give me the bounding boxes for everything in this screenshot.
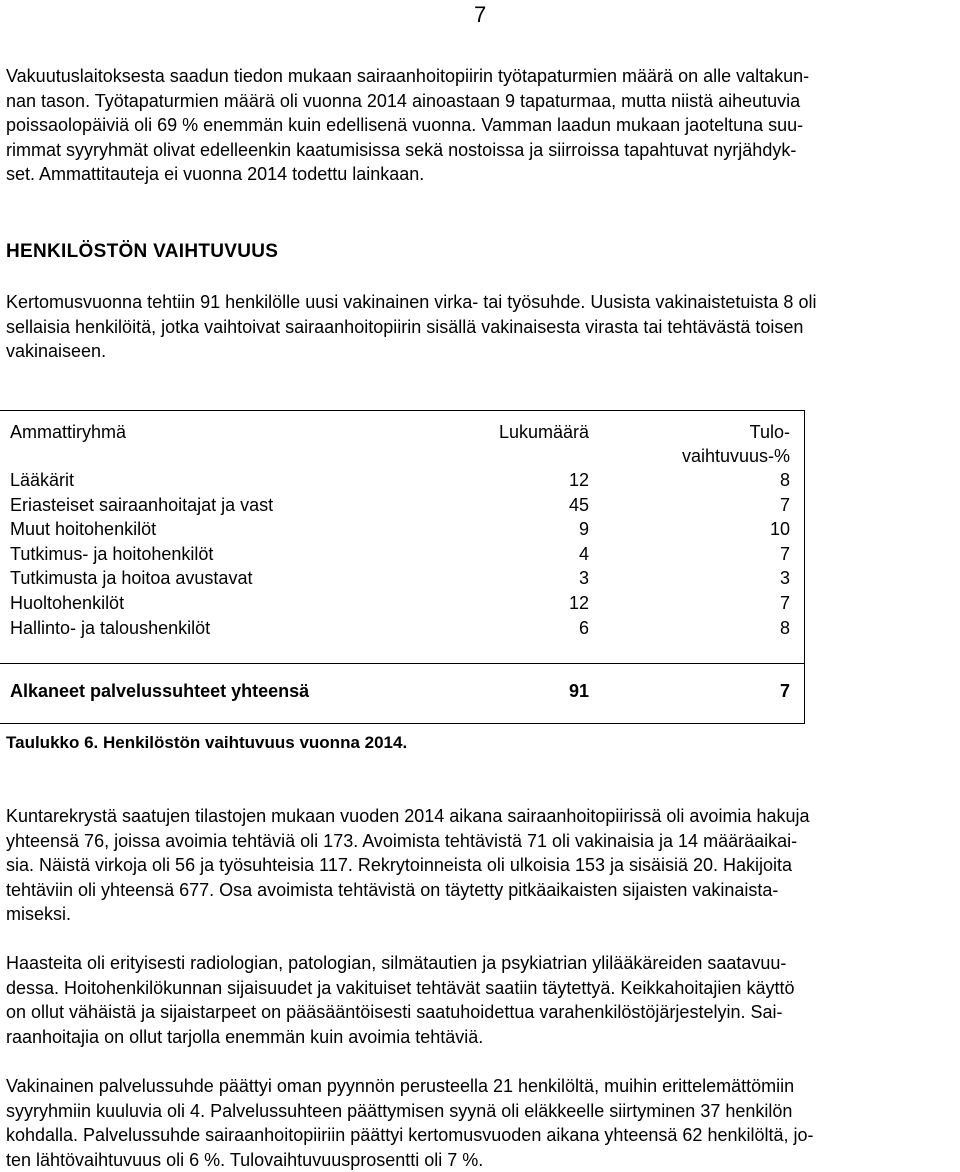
row-count: 12 xyxy=(568,470,589,490)
turnover-paragraph xyxy=(6,1074,956,1172)
total-count: 91 xyxy=(568,681,589,701)
row-pct: 8 xyxy=(779,470,790,490)
section-paragraph xyxy=(6,290,956,364)
text-line: rimmat syyryhmät olivat edelleenkin kaatumisissa sekä nostoissa ja siirroissa tapahtuvat nyrjähdyk- xyxy=(6,139,797,160)
text-line: nan tason. Työtapaturmien määrä oli vuonna 2014 ainoastaan 9 tapaturmaa, mutta niistä aiheutuvia xyxy=(6,90,801,111)
text-line: Vakuutuslaitoksesta saadun tiedon mukaan sairaanhoitopiirin työtapaturmien määrä on alle valtakun- xyxy=(6,66,810,86)
row-group: Lääkärit xyxy=(10,470,75,490)
row-pct: 7 xyxy=(779,544,790,564)
row-group: Tutkimusta ja hoitoa avustavat xyxy=(10,568,253,588)
text-line: tehtäviin oli yhteensä 677. Osa avoimista tehtävistä on täytetty pitkäaikaisten sijaisten vakinaista- xyxy=(6,879,779,900)
turnover-table xyxy=(0,410,805,724)
row-group: Hallinto- ja taloushenkilöt xyxy=(10,618,211,638)
text-line: yhteensä 76, joissa avoimia tehtäviä oli 173. Avoimista tehtävistä 71 oli vakinaisia ja 14 määräaikai- xyxy=(6,830,798,851)
text-line: sellaisia henkilöitä, jotka vaihtoivat sairaanhoitopiirin sisällä vakinaisesta virasta tai tehtävästä toisen xyxy=(6,316,804,337)
text-line: poissaolopäiviä oli 69 % enemmän kuin edellisenä vuonna. Vamman laadun mukaan jaoteltuna suu- xyxy=(6,115,804,136)
page-number: 7 xyxy=(474,2,487,27)
text-line: kohdalla. Palvelussuhde sairaanhoitopiiriin päättyi kertomusvuoden aikana yhteensä 62 henkilöltä, jo- xyxy=(6,1125,814,1146)
intro-paragraph xyxy=(6,64,956,187)
row-pct: 10 xyxy=(769,519,790,539)
row-count: 6 xyxy=(578,618,589,638)
row-group: Tutkimus- ja hoitohenkilöt xyxy=(10,544,214,564)
table-caption: Taulukko 6. Henkilöstön vaihtuvuus vuonna 2014. xyxy=(6,733,408,752)
text-line: Vakinainen palvelussuhde päättyi oman pyynnön perusteella 21 henkilöltä, muihin erittelemättömiin xyxy=(6,1076,795,1096)
text-line: set. Ammattitauteja ei vuonna 2014 todettu lainkaan. xyxy=(6,164,425,185)
row-count: 45 xyxy=(568,495,589,515)
row-count: 12 xyxy=(568,593,589,613)
row-group: Huoltohenkilöt xyxy=(10,593,125,613)
header-count: Lukumäärä xyxy=(498,422,589,442)
text-line: vakinaiseen. xyxy=(6,341,107,362)
row-group: Eriasteiset sairaanhoitajat ja vast xyxy=(10,495,274,515)
challenges-paragraph xyxy=(6,951,956,1049)
row-count: 9 xyxy=(578,519,589,539)
row-pct: 7 xyxy=(779,593,790,613)
text-line: on ollut vähäistä ja sijaistarpeet on pääsääntöisesti saatuhoidettua varahenkilöstöjärjestelyin. Sai- xyxy=(6,1002,783,1023)
text-line: sia. Näistä virkoja oli 56 ja työsuhteisia 117. Rekrytoinneista oli ulkoisia 153 ja sisäisiä 20. Hakijoita xyxy=(6,855,793,876)
text-line: Kertomusvuonna tehtiin 91 henkilölle uusi vakinainen virka- tai työsuhde. Uusista vakinaistetuista 8 oli xyxy=(6,292,817,312)
text-line: miseksi. xyxy=(6,904,72,925)
header-pct-line1: Tulo- xyxy=(749,422,790,442)
total-label: Alkaneet palvelussuhteet yhteensä xyxy=(10,681,310,701)
row-pct: 8 xyxy=(779,618,790,638)
text-line: ten lähtövaihtuvuus oli 6 %. Tulovaihtuvuusprosentti oli 7 %. xyxy=(6,1149,484,1170)
text-line: syyryhmiin kuuluvia oli 4. Palvelussuhteen päättymisen syynä oli eläkkeelle siirtyminen 37 henkilön xyxy=(6,1100,793,1121)
section-heading: HENKILÖSTÖN VAIHTUVUUS xyxy=(6,241,279,262)
header-pct-line2: vaihtuvuus-% xyxy=(681,446,790,466)
total-pct: 7 xyxy=(779,681,790,701)
text-line: Haasteita oli erityisesti radiologian, patologian, silmätautien ja psykiatrian ylilääkäreiden saatavuu- xyxy=(6,953,787,973)
text-line: Kuntarekrystä saatujen tilastojen mukaan vuoden 2014 aikana sairaanhoitopiirissä oli avoimia hakuja xyxy=(6,806,810,826)
row-group: Muut hoitohenkilöt xyxy=(10,519,157,539)
row-pct: 7 xyxy=(779,495,790,515)
row-count: 3 xyxy=(578,568,589,588)
recruitment-paragraph xyxy=(6,804,956,927)
total-divider xyxy=(0,663,804,664)
row-count: 4 xyxy=(578,544,589,564)
row-pct: 3 xyxy=(779,568,790,588)
header-group: Ammattiryhmä xyxy=(10,422,127,442)
text-line: raanhoitajia on ollut tarjolla enemmän kuin avoimia tehtäviä. xyxy=(6,1026,484,1047)
text-line: dessa. Hoitohenkilökunnan sijaisuudet ja vakituiset tehtävät saatiin täytettyä. Keikkahoitajien käyttö xyxy=(6,977,795,998)
